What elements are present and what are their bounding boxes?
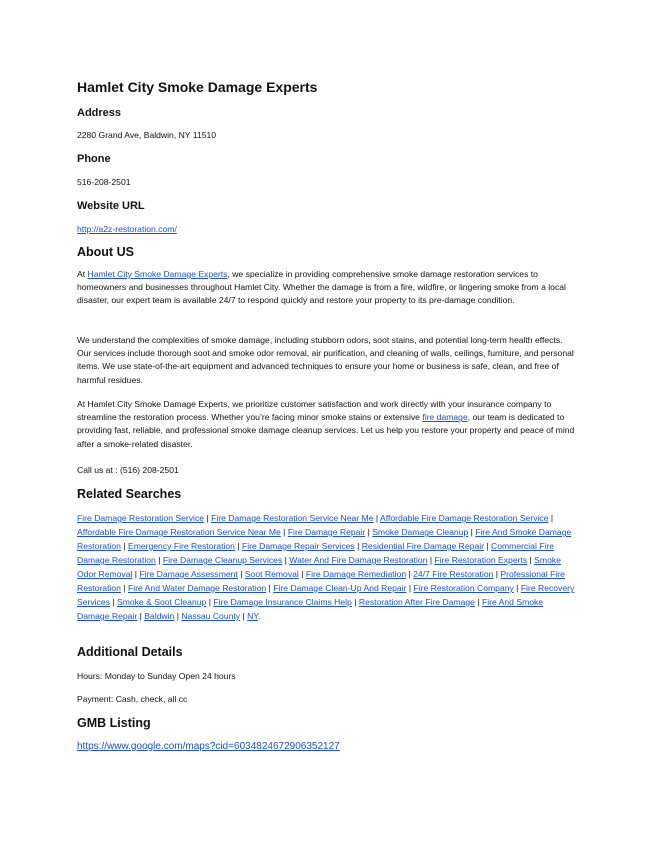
related-separator: |	[120, 583, 128, 593]
address-heading: Address	[77, 107, 122, 119]
related-separator: |	[548, 513, 554, 523]
hours-text: Hours: Monday to Sunday Open 24 hours	[77, 671, 236, 681]
related-search-link[interactable]: Fire Restoration Experts	[434, 555, 528, 565]
related-search-link[interactable]: Fire Damage Clean-Up And Repair	[273, 583, 407, 593]
related-search-link[interactable]: Fire Damage Repair	[287, 527, 366, 537]
about-p3-text-before: At Hamlet City Smoke Damage Experts, we prioritize customer satisfaction and work directly with your insurance company to streamline the restoration process. Whether you’re facing minor smoke stains or extensive	[77, 399, 552, 423]
related-separator: |	[354, 541, 362, 551]
related-separator: |	[132, 569, 140, 579]
related-separator: |	[427, 555, 435, 565]
related-search-link[interactable]: Professional Fire Restoration	[77, 569, 565, 593]
related-separator: |	[120, 541, 128, 551]
related-search-link[interactable]: 24/7 Fire Restoration	[413, 569, 494, 579]
related-search-link[interactable]: Residential Fire Damage Repair	[361, 541, 484, 551]
related-search-link[interactable]: Fire And Water Damage Restoration	[127, 583, 267, 593]
related-search-link[interactable]: Fire Damage Restoration Service	[77, 513, 205, 523]
related-searches-heading: Related Searches	[77, 487, 182, 501]
related-search-link[interactable]: NY	[247, 611, 258, 621]
phone-text: 516-208-2501	[77, 177, 131, 187]
related-separator: |	[493, 569, 501, 579]
about-paragraph-3	[77, 398, 575, 451]
about-paragraph-1	[77, 268, 575, 308]
related-search-link[interactable]: Fire Recovery Services	[77, 583, 575, 607]
related-separator: |	[266, 583, 274, 593]
related-separator: |	[373, 513, 381, 523]
related-separator: |	[406, 569, 414, 579]
related-search-link[interactable]: Fire Restoration Company	[413, 583, 514, 593]
related-search-link[interactable]: Affordable Fire Damage Restoration Service Near Me	[77, 527, 281, 537]
related-separator: |	[282, 555, 290, 565]
related-separator: |	[174, 611, 182, 621]
related-separator: |	[109, 597, 117, 607]
related-end-period: .	[257, 611, 261, 621]
related-search-link[interactable]: Restoration After Fire Damage	[358, 597, 475, 607]
address-text: 2280 Grand Ave, Baldwin, NY 11510	[77, 130, 217, 140]
related-separator: |	[513, 583, 521, 593]
phone-heading: Phone	[77, 153, 111, 165]
related-search-link[interactable]: Fire Damage Restoration Service Near Me	[211, 513, 374, 523]
related-search-link[interactable]: Fire Damage Assessment	[139, 569, 238, 579]
about-p1-text-before: At	[77, 269, 88, 279]
related-separator: |	[365, 527, 373, 537]
related-search-link[interactable]: Smoke Damage Cleanup	[372, 527, 469, 537]
related-separator: |	[468, 527, 476, 537]
related-search-link[interactable]: Nassau County	[181, 611, 241, 621]
gmb-listing-heading: GMB Listing	[77, 716, 151, 730]
about-paragraph-2: We understand the complexities of smoke damage, including stubborn odors, soot stains, and potential long-term health effects. Our services include thorough soot and smoke odor removal, air purification, and cleaning of walls, ceilings, furniture, and personal items. We use state-of-the-art equipment and advanced techniques to ensure your home or business is safe, clean, and free of harmful residues.	[77, 335, 574, 385]
related-search-link[interactable]: Fire Damage Cleanup Services	[162, 555, 283, 565]
related-search-link[interactable]: Water And Fire Damage Restoration	[289, 555, 428, 565]
related-search-link[interactable]: Baldwin	[144, 611, 175, 621]
additional-details-heading: Additional Details	[77, 645, 183, 659]
payment-text: Payment: Cash, check, all cc	[77, 694, 188, 704]
related-separator: |	[204, 513, 212, 523]
related-separator: |	[484, 541, 492, 551]
related-separator: |	[527, 555, 535, 565]
related-search-link[interactable]: Smoke & Soot Cleanup	[116, 597, 207, 607]
fire-damage-link[interactable]: fire damage	[422, 412, 468, 423]
page-title: Hamlet City Smoke Damage Experts	[77, 79, 318, 95]
about-company-link[interactable]: Hamlet City Smoke Damage Experts	[87, 269, 228, 279]
related-separator: |	[474, 597, 482, 607]
related-separator: |	[240, 611, 248, 621]
related-separator: |	[155, 555, 163, 565]
related-search-link[interactable]: Smoke Odor Removal	[77, 555, 561, 579]
related-searches-list	[77, 511, 575, 623]
related-search-link[interactable]: Commercial Fire Damage Restoration	[77, 541, 555, 565]
about-p1-text-after: , we specialize in providing comprehensive smoke damage restoration services to homeowners and businesses throughout Hamlet City. Whether the damage is from a fire, wildfire, or lingering smoke from a local disaster, our expert team is available 24/7 to respond quickly and restore your property to its pre-damage condition.	[77, 269, 566, 306]
related-search-link[interactable]: Fire Damage Insurance Claims Help	[213, 597, 352, 607]
about-p3-text-after: , our team is dedicated to providing fast, reliable, and professional smoke damage cleanup services. Let us help you restore your property and peace of mind after a smoke-related disaster.	[77, 412, 575, 449]
related-search-link[interactable]: Emergency Fire Restoration	[127, 541, 235, 551]
related-search-link[interactable]: Affordable Fire Damage Restoration Service	[380, 513, 549, 523]
related-separator: |	[298, 569, 306, 579]
related-search-link[interactable]: Fire Damage Remediation	[305, 569, 407, 579]
related-search-link[interactable]: Fire Damage Repair Services	[241, 541, 355, 551]
related-search-link[interactable]: Fire And Smoke Damage Repair	[77, 597, 544, 621]
related-separator: |	[137, 611, 145, 621]
related-separator: |	[206, 597, 214, 607]
related-search-link[interactable]: Soot Removal	[244, 569, 299, 579]
call-us-text: Call us at : (516) 208-2501	[77, 465, 179, 475]
related-separator: |	[234, 541, 242, 551]
related-separator: |	[280, 527, 288, 537]
related-separator: |	[406, 583, 414, 593]
website-link[interactable]: http://a2z-restoration.com/	[77, 224, 177, 234]
website-heading: Website URL	[77, 200, 145, 212]
related-search-link[interactable]: Fire And Smoke Damage Restoration	[77, 527, 572, 551]
about-heading: About US	[77, 245, 134, 259]
related-separator: |	[237, 569, 245, 579]
related-separator: |	[351, 597, 359, 607]
gmb-map-link[interactable]: https://www.google.com/maps?cid=6034824672906352127	[77, 741, 340, 752]
